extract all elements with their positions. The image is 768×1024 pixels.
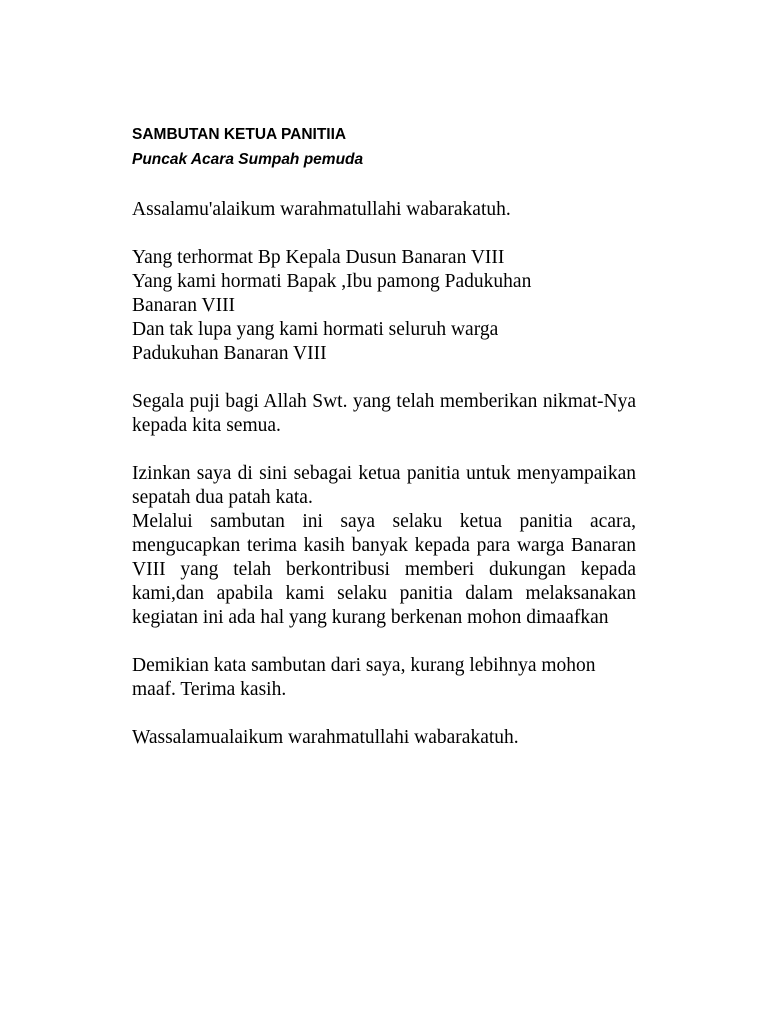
salutation-line: Dan tak lupa yang kami hormati seluruh warga Padukuhan Banaran VIII — [132, 319, 499, 364]
document-title: SAMBUTAN KETUA PANITIIA — [132, 126, 347, 143]
farewell-line: Wassalamualaikum warahmatullahi wabarakatuh. — [132, 727, 519, 748]
thanks-paragraph: Melalui sambutan ini saya selaku ketua panitia acara, mengucapkan terima kasih banyak kepada para warga Banaran VIII yang telah berkontribusi memberi dukungan kepada kami,dan apabila kami selaku panitia dalam melaksanakan kegiatan ini ada hal yang kurang berkenan mohon dimaafkan — [132, 511, 636, 628]
document-body — [132, 198, 636, 750]
opening-greeting: Assalamu'alaikum warahmatullahi wabarakatuh. — [132, 199, 511, 220]
document-subtitle: Puncak Acara Sumpah pemuda — [132, 151, 364, 168]
salutation-line: Yang terhormat Bp Kepala Dusun Banaran VIII — [132, 247, 505, 268]
document-heading — [132, 122, 652, 172]
praise-paragraph: Segala puji bagi Allah Swt. yang telah memberikan nikmat-Nya kepada kita semua. — [132, 391, 636, 436]
salutation-line: Yang kami hormati Bapak ,Ibu pamong Padukuhan Banaran VIII — [132, 271, 532, 316]
intro-paragraph: Izinkan saya di sini sebagai ketua panitia untuk menyampaikan sepatah dua patah kata. — [132, 463, 636, 508]
closing-paragraph: Demikian kata sambutan dari saya, kurang lebihnya mohon maaf. Terima kasih. — [132, 655, 596, 700]
